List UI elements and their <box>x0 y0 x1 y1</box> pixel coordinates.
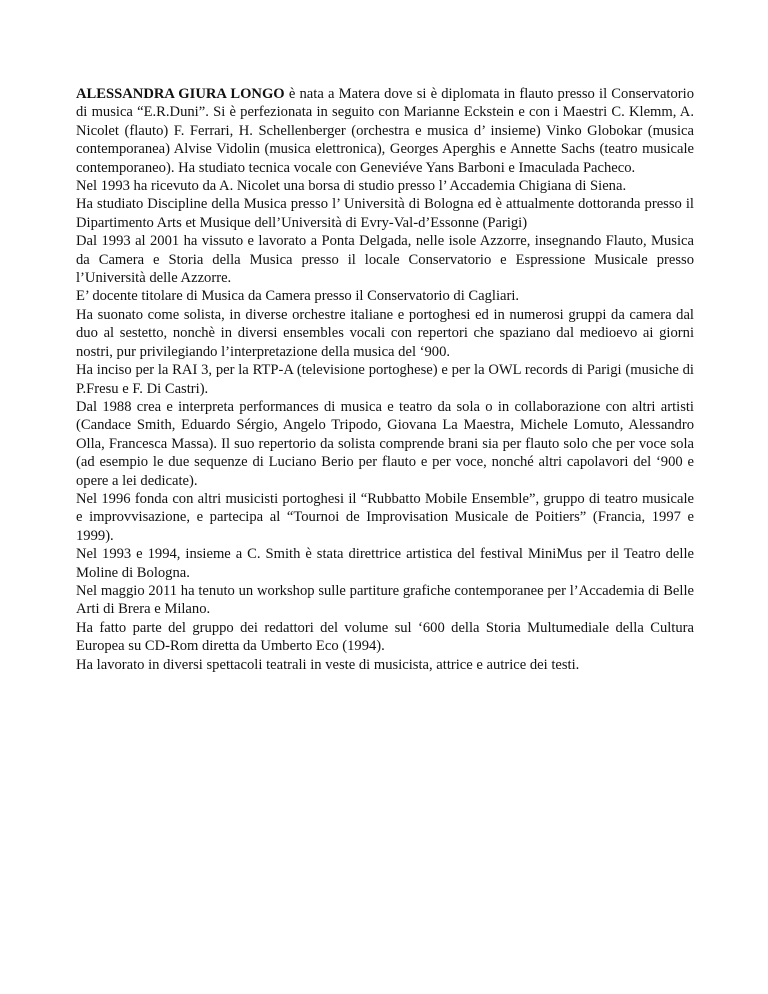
bio-paragraph-chigiana: Nel 1993 ha ricevuto da A. Nicolet una borsa di studio presso l’ Accademia Chigiana di Siena. <box>76 178 627 195</box>
bio-paragraph-ensemble: Nel 1996 fonda con altri musicisti portoghesi il “Rubbatto Mobile Ensemble”, gruppo di teatro musicale e improvvisazione, e partecipa al “Tournoi de Improvisation Musicale de Poitiers” (Francia, 1997 e 1999). <box>76 490 694 544</box>
bio-paragraph-theatre: Ha lavorato in diversi spettacoli teatrali in veste di musicista, attrice e autrice dei testi. <box>76 656 580 673</box>
bio-paragraph-azores: Dal 1993 al 2001 ha vissuto e lavorato a Ponta Delgada, nelle isole Azzorre, insegnando Flauto, Musica da Camera e Storia della Musica presso il locale Conservatorio e Espressione Musicale presso l’Università delle Azzorre. <box>76 233 694 287</box>
bio-paragraph-soloist: Ha suonato come solista, in diverse orchestre italiane e portoghesi ed in numerosi gruppi da camera dal duo al sestetto, nonchè in diversi ensembles vocali con repertori che spaziano dal medioevo ai giorni nostri, pur privilegiando l’interpretazione della musica del ‘900. <box>76 306 694 360</box>
bio-paragraph-teaching: E’ docente titolare di Musica da Camera presso il Conservatorio di Cagliari. <box>76 288 520 305</box>
bio-paragraph-recordings: Ha inciso per la RAI 3, per la RTP-A (televisione portoghese) e per la OWL records di Parigi (musiche di P.Fresu e F. Di Castri). <box>76 362 694 397</box>
intro-text: è nata a Matera dove si è diplomata in flauto presso il Conservatorio di musica “E.R.Duni”. Si è perfezionata in seguito con Marianne Eckstein e con i Maestri C. Klemm, A. Nicolet (flauto) F. Ferrari, H. Schellenberger (orchestra e musica d’ insieme) Vinko Globokar (musica contemporanea) Alvise Vidolin (musica elettronica), Georges Aperghis e Annette Sachs (teatro musicale contemporaneo). Ha studiato tecnica vocale con Geneviéve Yans Barboni e Imaculada Pacheco. <box>76 86 694 176</box>
bio-paragraph-cdrom: Ha fatto parte del gruppo dei redattori del volume sul ‘600 della Storia Multumediale della Cultura Europea su CD-Rom diretta da Umberto Eco (1994). <box>76 619 694 655</box>
intro-paragraph <box>76 85 694 177</box>
artist-name: ALESSANDRA GIURA LONGO <box>76 86 285 102</box>
biography-document <box>76 85 694 674</box>
bio-paragraph-studies: Ha studiato Discipline della Musica presso l’ Università di Bologna ed è attualmente dottoranda presso il Dipartimento Arts et Musique dell’Università di Evry-Val-d’Essonne (Parigi) <box>76 196 694 231</box>
bio-paragraph-workshop: Nel maggio 2011 ha tenuto un workshop sulle partiture grafiche contemporanee per l’Accademia di Belle Arti di Brera e Milano. <box>76 582 694 618</box>
bio-paragraph-performances: Dal 1988 crea e interpreta performances di musica e teatro da sola o in collaborazione con altri artisti (Candace Smith, Eduardo Sérgio, Angelo Tripodo, Giovana La Maestra, Michele Lomuto, Alessandro Olla, Francesca Massa). Il suo repertorio da solista comprende brani sia per flauto solo che per voce sola (ad esempio le due sequenze di Luciano Berio per flauto e per voce, nonché altri capolavori del ‘900 e opere a lei dedicate). <box>76 398 694 489</box>
bio-paragraph-festival: Nel 1993 e 1994, insieme a C. Smith è stata direttrice artistica del festival MiniMus per il Teatro delle Moline di Bologna. <box>76 546 694 581</box>
